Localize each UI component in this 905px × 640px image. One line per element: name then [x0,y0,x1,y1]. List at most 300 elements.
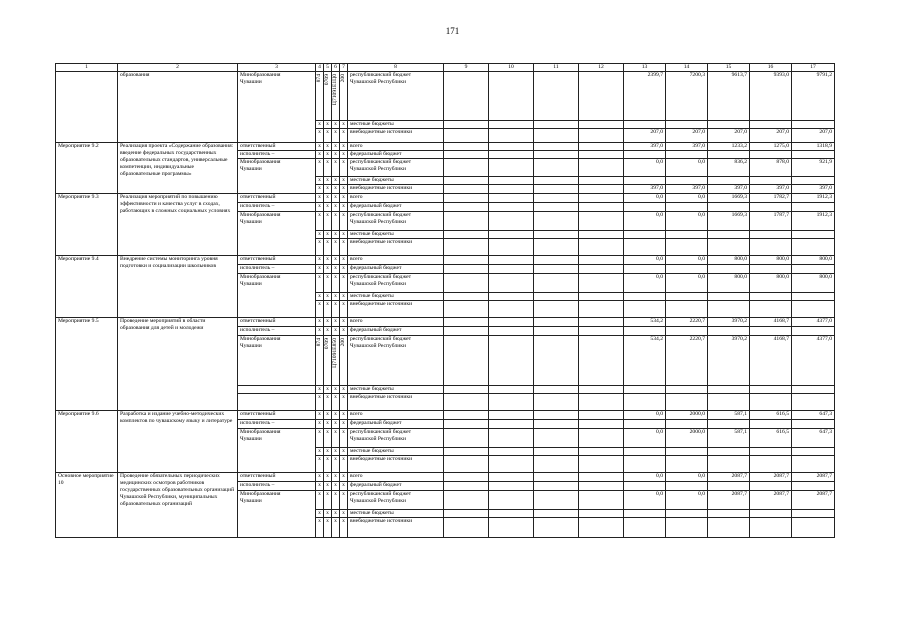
value-cell [666,394,708,411]
responsible-cell: исполнитель – [238,420,316,429]
header-cell: 13 [624,64,666,72]
code-x: x [340,293,348,301]
empty-cell [534,318,579,327]
value-cell [708,151,750,159]
empty-cell [579,72,624,121]
value-cell: 397,0 [666,185,708,194]
empty-cell [579,194,624,203]
value-cell: 1318,9 [792,143,835,151]
responsible-line: Чувашии [240,436,262,442]
code-x: x [316,327,324,336]
value-cell [666,482,708,491]
empty-cell [579,239,624,256]
empty-cell [444,121,489,129]
value-cell: 0,0 [624,411,666,420]
code-x: x [340,265,348,274]
code-x: x [316,121,324,129]
code-x: x [340,518,348,538]
code-x: x [340,121,348,129]
budget-code [316,336,324,386]
empty-cell [579,203,624,212]
value-cell [750,420,792,429]
value-cell [624,231,666,239]
code-x: x [332,121,340,129]
empty-cell [489,72,534,121]
empty-cell [534,518,579,538]
responsible-cell: ответственный [238,473,316,482]
empty-cell [444,411,489,420]
empty-cell [444,482,489,491]
value-cell: 0,0 [666,256,708,265]
value-cell [666,327,708,336]
value-cell [792,456,835,473]
empty-cell [489,203,534,212]
value-cell: 800,0 [792,274,835,293]
code-x: x [316,482,324,491]
code-x: x [324,231,332,239]
code-x: x [332,212,340,231]
code-x: x [340,143,348,151]
value-cell [666,386,708,394]
empty-cell [489,239,534,256]
empty-cell [534,256,579,265]
value-cell [792,510,835,518]
empty-cell [489,265,534,274]
code-x: x [324,203,332,212]
value-cell: 207,0 [666,129,708,143]
value-cell [666,177,708,185]
event-name: Мероприятие 9.2 [56,143,118,194]
value-cell [666,239,708,256]
empty-cell [579,327,624,336]
table-row [56,411,835,420]
code-x: x [324,482,332,491]
value-cell [624,386,666,394]
responsible-cell: исполнитель – [238,203,316,212]
code-x: x [332,473,340,482]
code-x: x [316,239,324,256]
value-cell: 397,0 [792,185,835,194]
value-cell [708,231,750,239]
funding-source: местные бюджеты [348,177,444,185]
value-cell [750,239,792,256]
responsible-line: Чувашии [240,498,262,504]
code-x: x [324,386,332,394]
code-x: x [340,301,348,318]
empty-cell [444,185,489,194]
code-x: x [324,256,332,265]
value-cell [708,239,750,256]
value-cell: 800,0 [708,256,750,265]
code-x: x [332,518,340,538]
responsible-cell [238,386,316,394]
responsible-line: Чувашии [240,343,262,349]
value-cell [792,177,835,185]
code-x: x [332,448,340,456]
funding-source [348,429,444,448]
code-x: x [340,151,348,159]
code-x: x [324,212,332,231]
code-x: x [316,518,324,538]
value-cell: 0,0 [666,159,708,177]
empty-cell [579,318,624,327]
event-description: Реализация проекта «Содержание образования: введение федеральных государственных образовательных стандартов, универсальные компетенции, индивидуальные образовательные программы» [118,143,238,194]
value-cell: 207,0 [708,129,750,143]
empty-cell [489,411,534,420]
value-cell: 1669,3 [708,194,750,203]
value-cell [624,456,666,473]
value-cell [624,327,666,336]
value-cell [708,420,750,429]
empty-cell [489,212,534,231]
value-cell [792,386,835,394]
value-cell [624,510,666,518]
value-cell: 1787,7 [750,212,792,231]
empty-cell [534,386,579,394]
empty-cell [444,456,489,473]
empty-cell [534,274,579,293]
code-x: x [340,429,348,448]
value-cell [750,121,792,129]
code-x: x [332,194,340,203]
source-line: Чувашской Республики [350,79,406,85]
code-x: x [324,265,332,274]
empty-cell [579,510,624,518]
empty-cell [444,177,489,185]
event-description: Разработка и издание учебно-методических комплектов по чувашскому языку и литературе [118,411,238,473]
value-cell: 2087,7 [750,473,792,482]
empty-cell [444,265,489,274]
code-x: x [316,473,324,482]
empty-cell [534,491,579,510]
code-x: x [340,129,348,143]
value-cell [792,231,835,239]
value-cell [708,327,750,336]
value-cell [792,265,835,274]
event-name [56,72,118,143]
source-line: республиканский бюджет [350,429,412,435]
empty-cell [534,482,579,491]
empty-cell [444,143,489,151]
event-name: Мероприятие 9.5 [56,318,118,411]
value-cell: 397,0 [624,185,666,194]
empty-cell [489,293,534,301]
event-description: образования [118,72,238,143]
empty-cell [489,121,534,129]
funding-source: всего [348,473,444,482]
empty-cell [489,301,534,318]
code-x: x [340,411,348,420]
responsible-cell [238,72,316,143]
code-x: x [332,327,340,336]
budget-code [324,336,332,386]
code-x: x [324,473,332,482]
code-x: x [340,420,348,429]
empty-cell [444,473,489,482]
value-cell [750,177,792,185]
code-x: x [316,420,324,429]
code-x: x [340,482,348,491]
code-x: x [316,510,324,518]
value-cell [666,448,708,456]
value-cell: 647,3 [792,429,835,448]
funding-source: всего [348,411,444,420]
empty-cell [489,194,534,203]
code-x: x [316,274,324,293]
code-x: x [316,231,324,239]
code-x: x [332,185,340,194]
code-x: x [340,473,348,482]
header-cell: 7 [340,64,348,72]
empty-cell [534,265,579,274]
funding-source: федеральный бюджет [348,265,444,274]
empty-cell [489,151,534,159]
code-x: x [340,203,348,212]
value-cell: 1669,3 [708,212,750,231]
responsible-line: Чувашии [240,281,262,287]
empty-cell [489,394,534,411]
value-cell: 800,0 [708,274,750,293]
header-cell: 17 [792,64,835,72]
event-description: Внедрение системы мониторинга уровня подготовки и социализации школьников [118,256,238,318]
value-cell [792,239,835,256]
code-x: x [332,411,340,420]
empty-cell [579,121,624,129]
code-x: x [316,194,324,203]
value-cell: 2087,7 [708,473,750,482]
empty-cell [534,420,579,429]
source-line: Чувашской Республики [350,281,406,287]
value-cell: 2220,7 [666,336,708,386]
code-x: x [340,239,348,256]
value-cell [750,203,792,212]
value-cell: 0,0 [666,194,708,203]
funding-source: внебюджетные источники [348,456,444,473]
empty-cell [444,151,489,159]
event-name: Основное мероприятие 10 [56,473,118,538]
code-x: x [332,293,340,301]
header-cell: 9 [444,64,489,72]
value-cell [666,265,708,274]
code-x: x [332,143,340,151]
header-row [56,64,835,72]
empty-cell [444,318,489,327]
table-row [56,318,835,327]
empty-cell [444,420,489,429]
code-x: x [340,212,348,231]
value-cell [792,121,835,129]
header-cell: 14 [666,64,708,72]
code-x: x [324,518,332,538]
empty-cell [579,159,624,177]
value-cell [708,482,750,491]
code-x: x [340,327,348,336]
funding-source: местные бюджеты [348,293,444,301]
value-cell [666,518,708,538]
table-row [56,72,835,121]
funding-source: внебюджетные источники [348,518,444,538]
value-cell: 397,0 [708,185,750,194]
code-x: x [332,177,340,185]
budget-code [316,72,324,121]
table-row [56,194,835,203]
empty-cell [489,518,534,538]
code-x: x [324,177,332,185]
code-x: x [316,265,324,274]
empty-cell [534,143,579,151]
responsible-cell: исполнитель – [238,265,316,274]
code-x: x [332,274,340,293]
page-number: 171 [445,26,460,36]
empty-cell [444,274,489,293]
code-x: x [332,203,340,212]
value-cell: 0,0 [666,491,708,510]
funding-source: федеральный бюджет [348,482,444,491]
value-cell: 836,2 [708,159,750,177]
value-cell: 4377,0 [792,318,835,327]
funding-source: местные бюджеты [348,386,444,394]
empty-cell [534,510,579,518]
budget-code-text: 200 [340,74,346,83]
empty-cell [534,185,579,194]
source-line: республиканский бюджет [350,336,412,342]
value-cell [708,203,750,212]
event-description: Проведение обязательных периодических медицинских осмотров работников государственных образовательных организаций Чувашской Республики, муниципальных образовательных организаций [118,473,238,538]
responsible-cell: ответственный [238,411,316,420]
empty-cell [489,429,534,448]
empty-cell [579,420,624,429]
value-cell [624,518,666,538]
funding-source: всего [348,256,444,265]
value-cell: 534,2 [624,318,666,327]
empty-cell [444,72,489,121]
value-cell: 3970,2 [708,318,750,327]
code-x: x [324,274,332,293]
header-cell: 6 [332,64,340,72]
value-cell [708,121,750,129]
value-cell [708,510,750,518]
empty-cell [579,293,624,301]
responsible-cell [238,491,316,538]
code-x: x [332,386,340,394]
empty-cell [444,448,489,456]
empty-cell [579,274,624,293]
value-cell [624,177,666,185]
code-x: x [316,411,324,420]
code-x: x [324,394,332,411]
empty-cell [579,185,624,194]
header-cell: 5 [324,64,332,72]
empty-cell [534,336,579,386]
code-x: x [340,448,348,456]
code-x: x [340,177,348,185]
value-cell [750,448,792,456]
budget-code-text: 874 [316,74,322,83]
responsible-cell [238,394,316,411]
responsible-line: Минобразования [240,212,281,218]
empty-cell [579,143,624,151]
funding-source: внебюджетные источники [348,239,444,256]
budget-code-text: Ц71091Е850 [332,338,338,368]
value-cell [708,301,750,318]
value-cell [666,510,708,518]
budget-code-text: 0709 [324,74,330,86]
code-x: x [332,420,340,429]
empty-cell [489,327,534,336]
code-x: x [316,456,324,473]
funding-source: местные бюджеты [348,121,444,129]
responsible-line: Минобразования [240,274,281,280]
code-x: x [324,420,332,429]
value-cell [792,301,835,318]
code-x: x [316,386,324,394]
budget-code-text: 200 [340,338,346,347]
code-x: x [340,510,348,518]
empty-cell [444,293,489,301]
code-x: x [332,456,340,473]
value-cell [666,456,708,473]
code-x: x [324,121,332,129]
value-cell [750,518,792,538]
empty-cell [489,159,534,177]
responsible-line: Чувашии [240,219,262,225]
value-cell: 1782,7 [750,194,792,203]
empty-cell [489,473,534,482]
value-cell [624,203,666,212]
value-cell [624,265,666,274]
empty-cell [489,491,534,510]
code-x: x [324,456,332,473]
empty-cell [579,456,624,473]
empty-cell [579,473,624,482]
value-cell: 0,0 [666,212,708,231]
responsible-line: Минобразования [240,336,281,342]
value-cell [666,231,708,239]
source-line: Чувашской Республики [350,166,406,172]
funding-source: местные бюджеты [348,231,444,239]
value-cell [624,394,666,411]
value-cell: 0,0 [624,491,666,510]
funding-source: федеральный бюджет [348,203,444,212]
empty-cell [579,518,624,538]
funding-source: всего [348,194,444,203]
code-x: x [324,159,332,177]
code-x: x [324,301,332,318]
empty-cell [579,448,624,456]
value-cell: 0,0 [666,473,708,482]
code-x: x [332,429,340,448]
value-cell: 7200,3 [666,72,708,121]
value-cell: 2399,7 [624,72,666,121]
budget-table [55,63,835,538]
value-cell [708,386,750,394]
empty-cell [579,129,624,143]
empty-cell [489,482,534,491]
empty-cell [489,386,534,394]
header-cell: 11 [534,64,579,72]
value-cell [624,151,666,159]
empty-cell [444,518,489,538]
value-cell: 9393,0 [750,72,792,121]
code-x: x [332,482,340,491]
code-x: x [324,327,332,336]
responsible-line: Чувашии [240,79,262,85]
value-cell: 2087,7 [792,473,835,482]
funding-source: всего [348,143,444,151]
value-cell: 2000,0 [666,429,708,448]
code-x: x [324,239,332,256]
event-name: Мероприятие 9.4 [56,256,118,318]
